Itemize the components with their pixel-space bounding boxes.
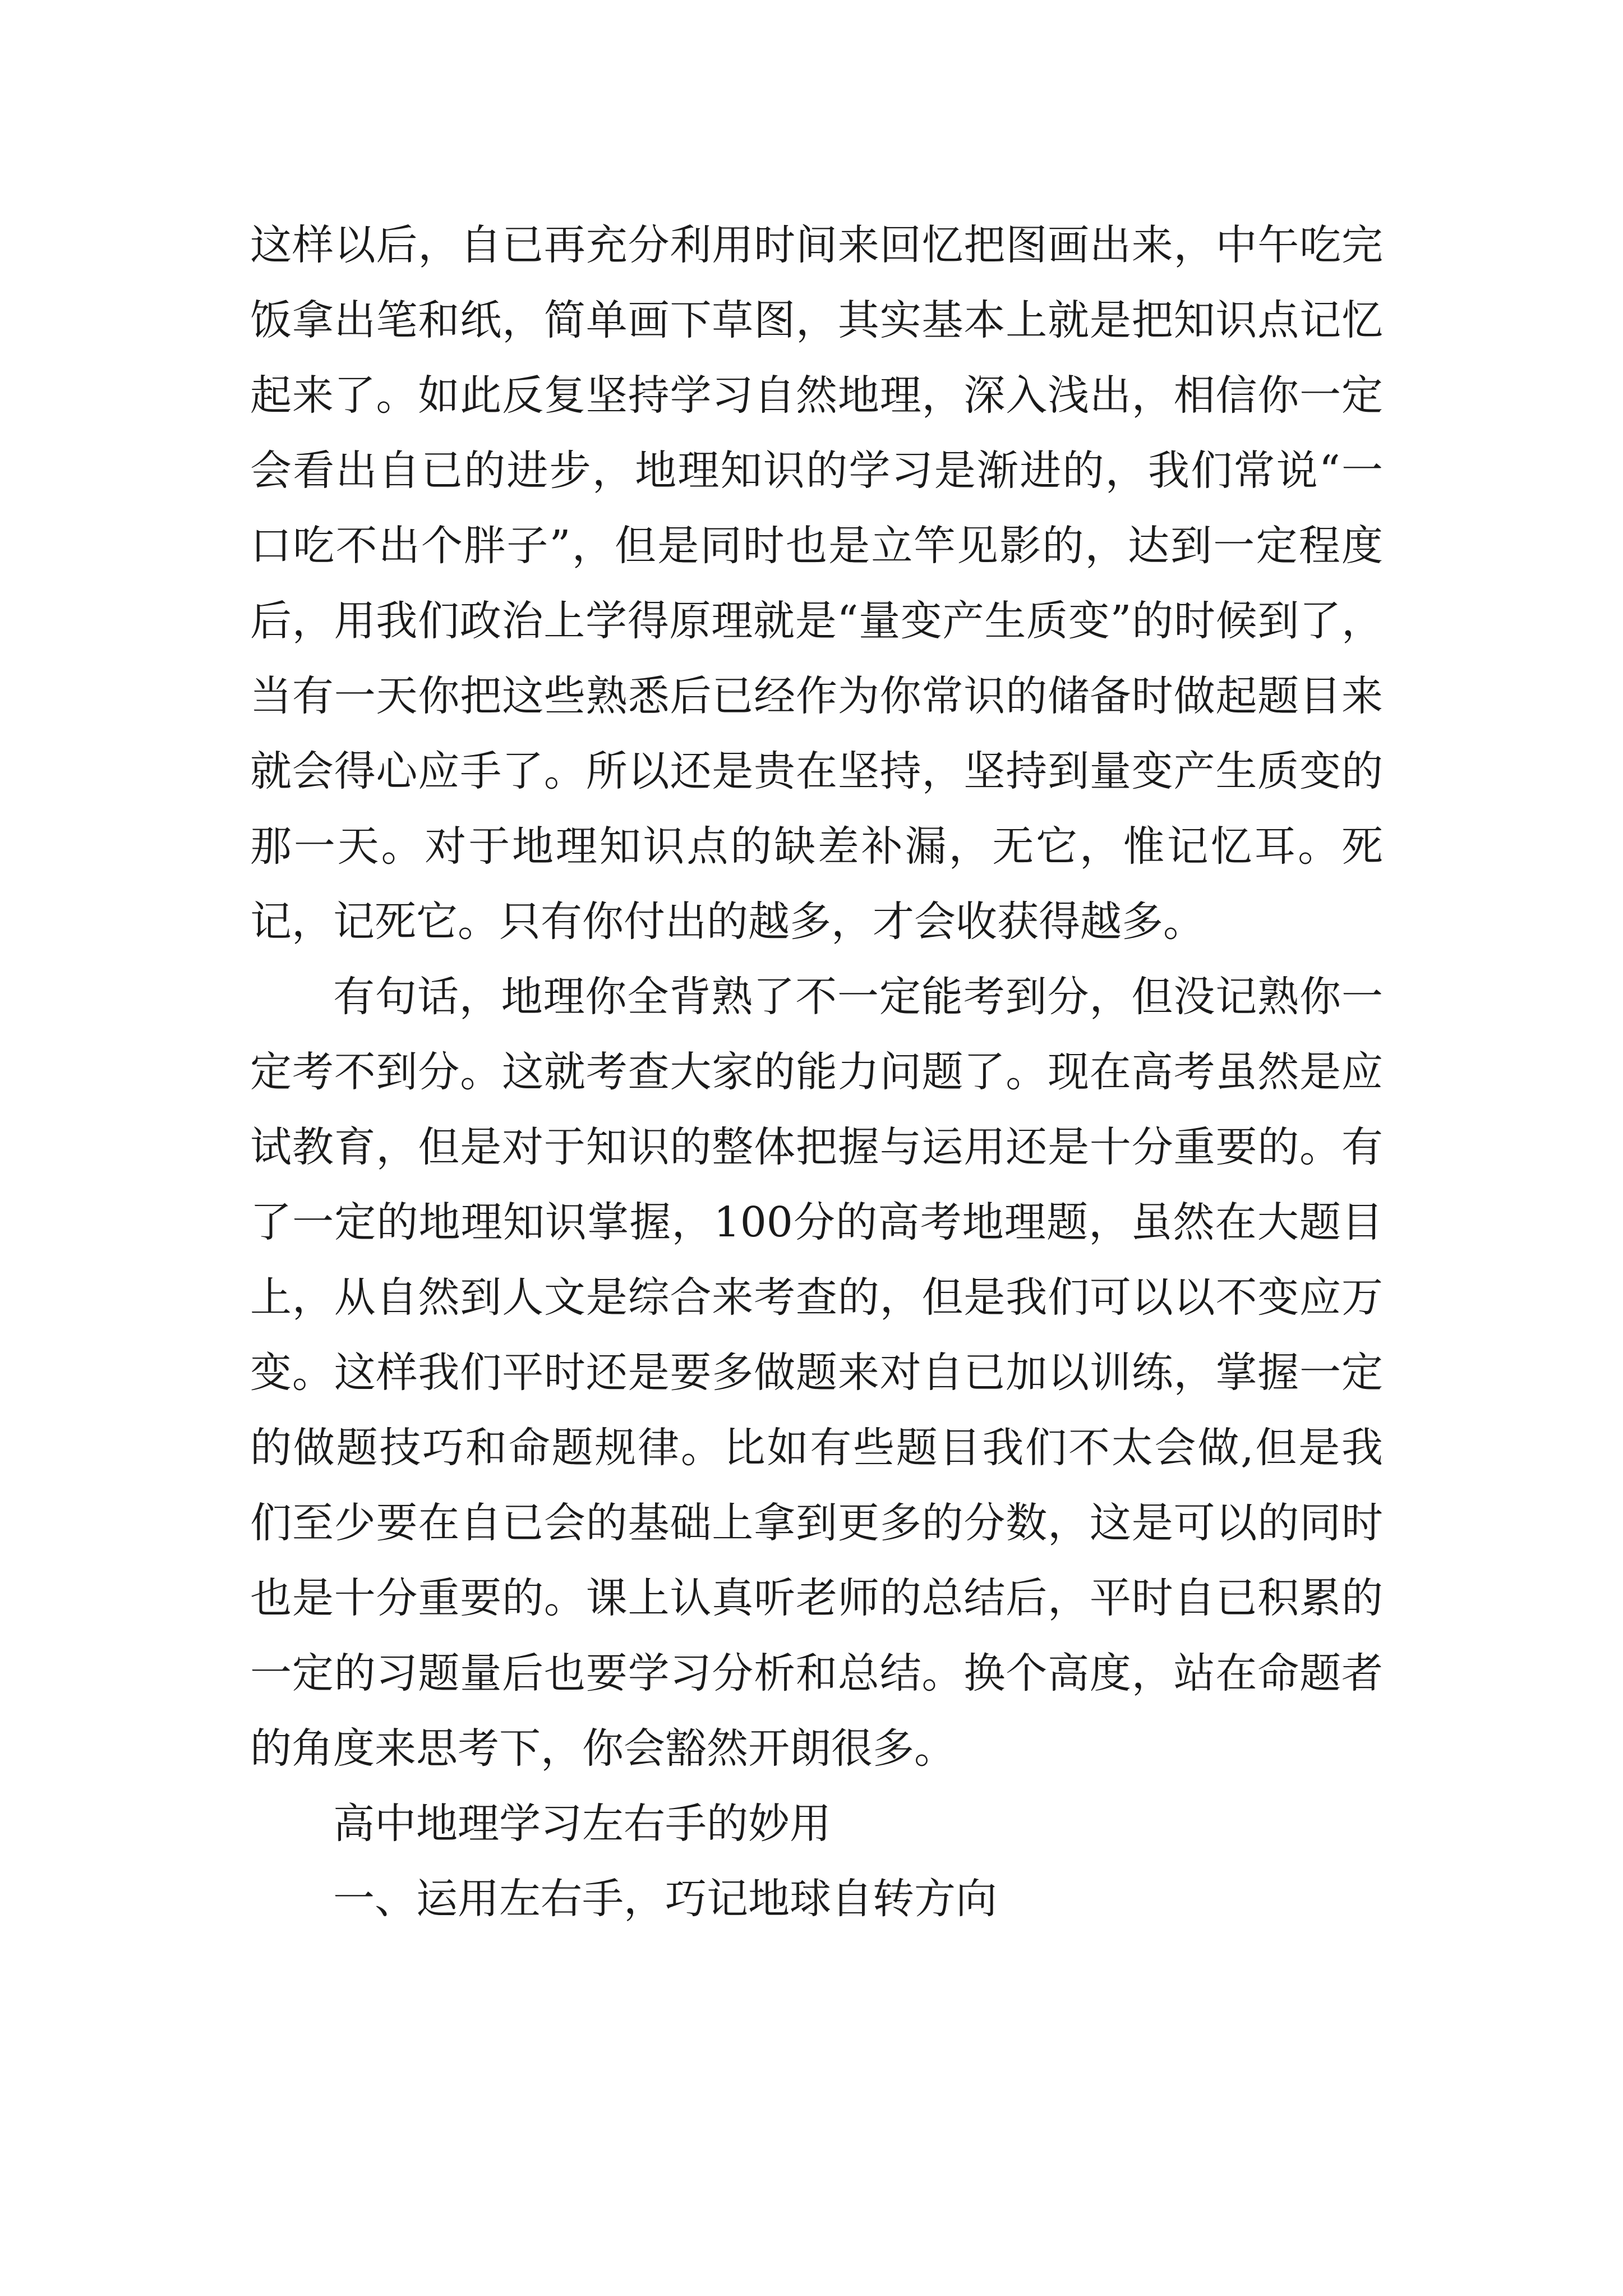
paragraph-continuation: 这样以后，自已再充分利用时间来回忆把图画出来，中午吃完饭拿出笔和纸，简单画下草图，其实基本上就是把知识点记忆起来了。如此反复坚持学习自然地理，深入浅出，相信你一定会看出自已的进步，地理知识的学习是渐进的，我们常说“一口吃不出个胖子”，但是同时也是立竿见影的，达到一定程度后，用我们政治上学得原理就是“量变产生质变”的时候到了，当有一天你把这些熟悉后已经作为你常识的储备时做起题目来就会得心应手了。所以还是贵在坚持，坚持到量变产生质变的那一天。对于地理知识点的缺差补漏，无它，惟记忆耳。死记，记死它。只有你付出的越多，才会收获得越多。 — [250, 221, 1383, 946]
section-heading: 高中地理学习左右手的妙用 — [333, 1800, 831, 1848]
paragraph-exam-advice: 有句话，地理你全背熟了不一定能考到分，但没记熟你一定考不到分。这就考查大家的能力问题了。现在高考虽然是应试教育，但是对于知识的整体把握与运用还是十分重要的。有了一定的地理知识掌握，100分的高考地理题，虽然在大题目上，从自然到人文是综合来考查的，但是我们可以以不变应万变。这样我们平时还是要多做题来对自已加以训练，掌握一定的做题技巧和命题规律。比如有些题目我们不太会做,但是我们至少要在自已会的基础上拿到更多的分数，这是可以的同时也是十分重要的。课上认真听老师的总结后，平时自已积累的一定的习题量后也要学习分析和总结。换个高度，站在命题者的角度来思考下，你会豁然开朗很多。 — [250, 973, 1383, 1773]
subsection-heading: 一、运用左右手，巧记地球自转方向 — [333, 1875, 997, 1923]
document-body — [250, 208, 1383, 1936]
